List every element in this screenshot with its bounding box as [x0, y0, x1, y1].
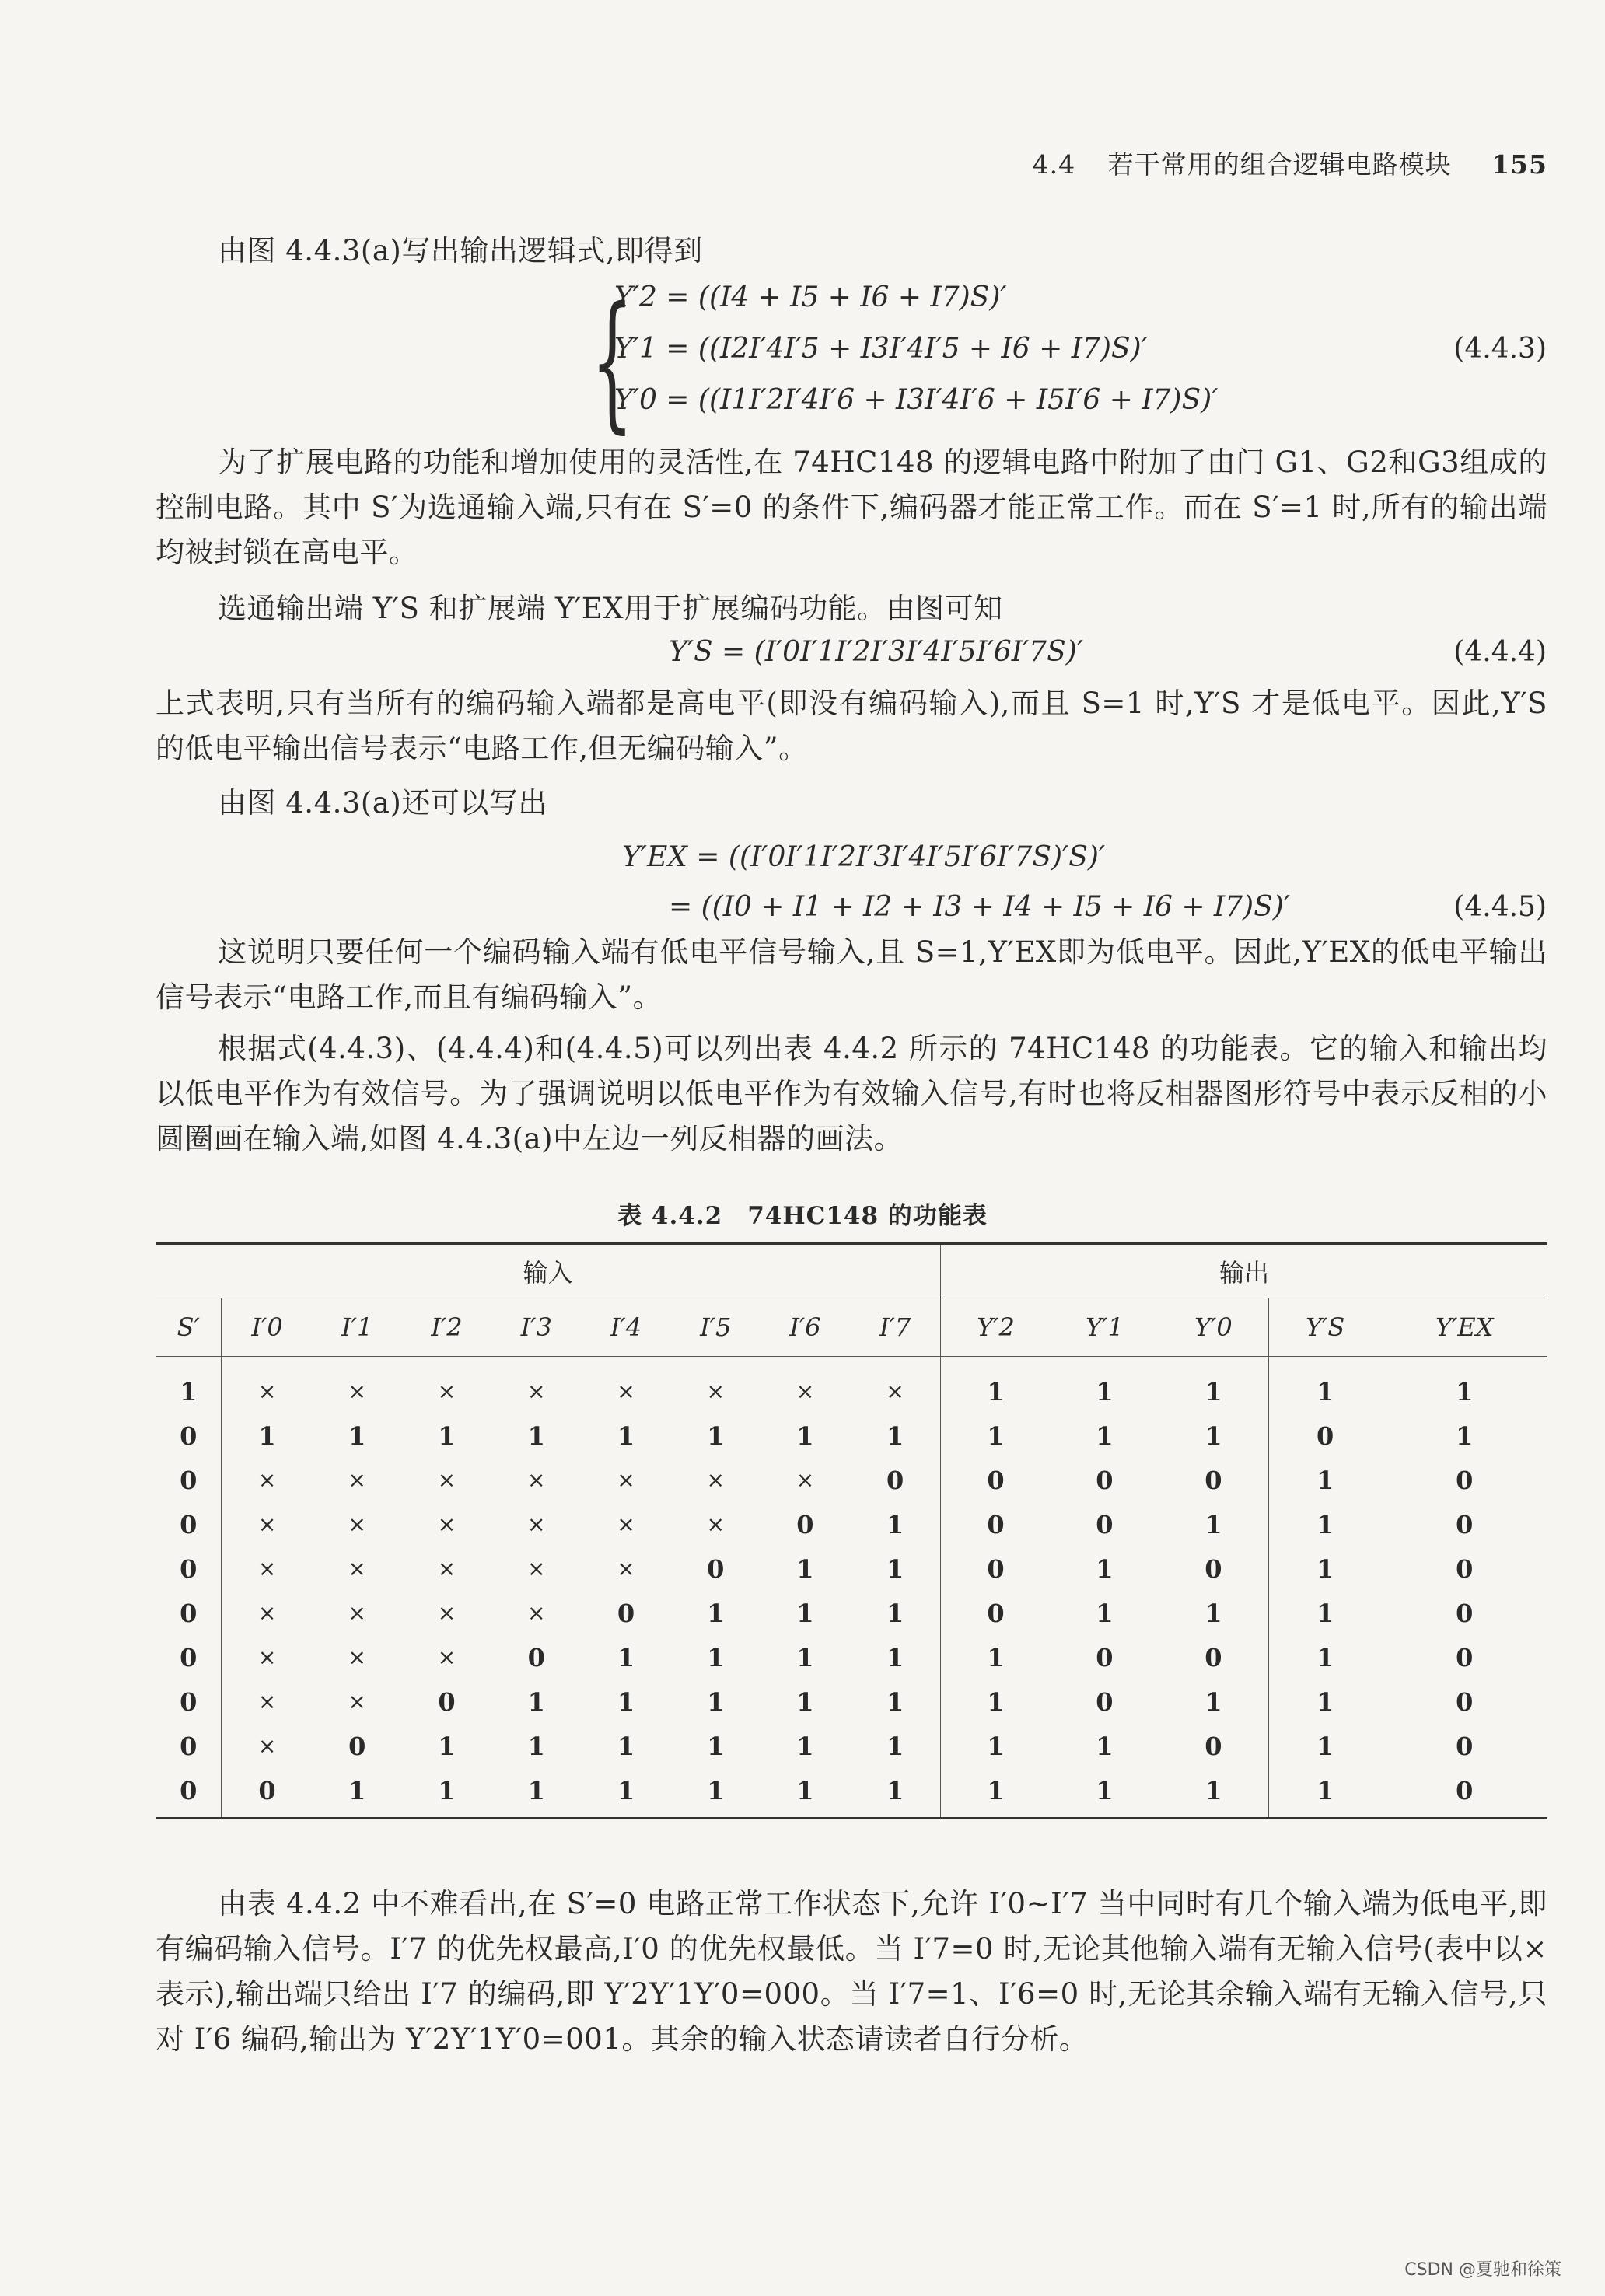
paragraph-3: 选通输出端 Y′S 和扩展端 Y′EX用于扩展编码功能。由图可知 [218, 592, 1003, 625]
table-cell: × [257, 1556, 277, 1581]
table-cell: 1 [1051, 1768, 1159, 1819]
paragraph-5: 由图 4.4.3(a)还可以写出 [218, 786, 547, 820]
eq-4-4-3-line2: Y′1 = ((I2I′4I′5 + I3I′4I′5 + I6 + I7)S)′ [614, 333, 1148, 365]
table-cell: × [437, 1600, 456, 1626]
eq-4-4-4-number: (4.4.4) [1453, 636, 1547, 668]
eq-4-4-5-number: (4.4.5) [1453, 891, 1547, 923]
table-cell: 0 [156, 1768, 222, 1819]
table-cell: 1 [348, 1421, 366, 1451]
table-cell: × [437, 1379, 456, 1404]
table-cell: 1 [402, 1768, 491, 1819]
table-cell: 0 [156, 1635, 222, 1679]
table-cell: 1 [581, 1768, 670, 1819]
table-cell: 0 [707, 1553, 725, 1584]
paragraph-6: 这说明只要任何一个编码输入端有低电平信号输入,且 S=1,Y′EX即为低电平。因此,Y′EX的低电平输出信号表示“电路工作,而且有编码输入”。 [156, 935, 1547, 1014]
paragraph-1: 由图 4.4.3(a)写出输出逻辑式,即得到 [218, 234, 703, 267]
table-cell: 1 [850, 1502, 941, 1546]
table-cell: 1 [850, 1546, 941, 1591]
table-cell: × [706, 1379, 725, 1404]
table-cell: 1 [796, 1642, 814, 1672]
input-group-header: 输入 [156, 1244, 941, 1298]
equation-brace: { [591, 275, 634, 447]
table-cell: 0 [617, 1598, 635, 1628]
table-cell: 1 [527, 1421, 545, 1451]
column-header: Y′EX [1382, 1298, 1547, 1357]
table-cell: 0 [156, 1679, 222, 1724]
table-cell: 0 [156, 1414, 222, 1458]
column-header: I′4 [581, 1298, 670, 1357]
table-cell: 1 [850, 1635, 941, 1679]
eq-4-4-5-line2: = ((I0 + I1 + I2 + I3 + I4 + I5 + I6 + I7)S)′ [669, 891, 1290, 923]
column-header: Y′1 [1051, 1298, 1159, 1357]
table-cell: × [348, 1379, 366, 1404]
table-cell: 0 [222, 1768, 313, 1819]
table-cell: 0 [1456, 1686, 1474, 1717]
table-cell: 1 [1316, 1376, 1334, 1407]
table-cell: 0 [1159, 1724, 1268, 1768]
table-cell: 0 [1159, 1458, 1268, 1502]
table-cell: 0 [348, 1731, 366, 1761]
paragraph-7: 根据式(4.4.3)、(4.4.4)和(4.4.5)可以列出表 4.4.2 所示的 74HC148 的功能表。它的输入和输出均以低电平作为有效信号。为了强调说明以低电平作为有效输入信号,有时也将反相器图形符号中表示反相的小圆圈画在输入端,如图 4.4.3(a)中左边一列反相器的画法。 [156, 1032, 1547, 1155]
table-group-header [156, 1244, 1547, 1298]
table-row [156, 1546, 1547, 1591]
table-cell: 0 [1316, 1421, 1334, 1451]
paragraph-2: 为了扩展电路的功能和增加使用的灵活性,在 74HC148 的逻辑电路中附加了由门 G1、G2和G3组成的控制电路。其中 S′为选通输入端,只有在 S′=0 的条件下,编码器才能正常工作。而在 S′=1 时,所有的输出端均被封锁在高电平。 [156, 446, 1547, 569]
table-cell: 1 [1159, 1414, 1268, 1458]
table-cell: 0 [1096, 1509, 1114, 1539]
table-cell: 1 [1456, 1376, 1474, 1407]
table-cell: × [257, 1733, 277, 1759]
output-group-header: 输出 [941, 1244, 1547, 1298]
column-header: S′ [156, 1298, 222, 1357]
table-cell: 1 [1159, 1679, 1268, 1724]
table-cell: 0 [1456, 1731, 1474, 1761]
section-title: 若干常用的组合逻辑电路模块 [1107, 149, 1452, 180]
column-header: Y′0 [1159, 1298, 1268, 1357]
table-cell: × [348, 1511, 366, 1537]
table-row [156, 1357, 1547, 1414]
watermark: CSDN @夏驰和徐策 [1404, 2260, 1561, 2280]
table-cell: 0 [1096, 1642, 1114, 1672]
table-row [156, 1724, 1547, 1768]
table-cell: × [526, 1467, 546, 1493]
table-cell: 1 [1159, 1502, 1268, 1546]
table-cell: 0 [987, 1465, 1005, 1495]
table-cell: 1 [258, 1421, 276, 1451]
table-cell: 1 [313, 1768, 402, 1819]
column-header: Y′S [1268, 1298, 1381, 1357]
table-cell: 1 [987, 1421, 1005, 1451]
table-cell: × [796, 1379, 815, 1404]
table-cell: 1 [1096, 1553, 1114, 1584]
table-cell: 0 [156, 1724, 222, 1768]
table-caption: 表 4.4.2 74HC148 的功能表 [617, 1202, 988, 1230]
table-cell: 0 [156, 1502, 222, 1546]
table-cell: × [257, 1511, 277, 1537]
table-cell: 0 [850, 1458, 941, 1502]
table-cell: 0 [987, 1598, 1005, 1628]
table-cell: 1 [156, 1357, 222, 1414]
table-cell: 1 [1456, 1421, 1474, 1451]
table-cell: × [348, 1600, 366, 1626]
table-cell: 1 [707, 1598, 725, 1628]
table-cell: 1 [987, 1731, 1005, 1761]
column-header: Y′2 [941, 1298, 1051, 1357]
eq-4-4-5-line1: Y′EX = ((I′0I′1I′2I′3I′4I′5I′6I′7S)′S)′ [622, 841, 1106, 873]
table-cell: 1 [1159, 1357, 1268, 1414]
running-head [964, 145, 1547, 181]
table-cell: 1 [1096, 1376, 1114, 1407]
table-cell: × [348, 1556, 366, 1581]
table-cell: 1 [987, 1686, 1005, 1717]
column-header: I′2 [402, 1298, 491, 1357]
table-row [156, 1768, 1547, 1819]
table-cell: 0 [156, 1458, 222, 1502]
table-row [156, 1591, 1547, 1635]
table-cell: × [617, 1379, 635, 1404]
table-cell: × [437, 1644, 456, 1670]
table-cell: × [257, 1644, 277, 1670]
table-cell: 1 [617, 1686, 635, 1717]
table-cell: 1 [1096, 1421, 1114, 1451]
table-cell: × [526, 1379, 546, 1404]
table-cell: 1 [671, 1768, 761, 1819]
table-cell: 1 [527, 1731, 545, 1761]
table-cell: 0 [438, 1686, 456, 1717]
table-cell: 1 [796, 1731, 814, 1761]
paragraph-8: 由表 4.4.2 中不难看出,在 S′=0 电路正常工作状态下,允许 I′0~I′7 当中同时有几个输入端为低电平,即有编码输入信号。I′7 的优先权最高,I′0 的优先权最低。当 I′7=0 时,无论其他输入端有无输入信号(表中以×表示),输出端只给出 I′7 的编码,即 Y′2Y′1Y′0=000。当 I′7=1、I′6=0 时,无论其余输入端有无输入信号,只对 I′6 编码,输出为 Y′2Y′1Y′0=001。其余的输入状态请读者自行分析。 [156, 1887, 1547, 2056]
table-cell: 1 [707, 1642, 725, 1672]
table-cell: 0 [987, 1509, 1005, 1539]
column-header: I′1 [313, 1298, 402, 1357]
table-cell: 0 [796, 1509, 814, 1539]
column-header: I′5 [671, 1298, 761, 1357]
table-cell: × [348, 1644, 366, 1670]
column-header: I′0 [222, 1298, 313, 1357]
table-cell: 0 [1096, 1686, 1114, 1717]
table-cell: 0 [1096, 1465, 1114, 1495]
column-header: I′6 [761, 1298, 850, 1357]
table-cell: 1 [1096, 1598, 1114, 1628]
column-header: I′3 [491, 1298, 581, 1357]
table-cell: × [348, 1689, 366, 1714]
table-cell: 1 [617, 1731, 635, 1761]
table-cell: 0 [1159, 1546, 1268, 1591]
table-cell: × [617, 1556, 635, 1581]
page-number: 155 [1491, 149, 1547, 180]
table-cell: 0 [987, 1553, 1005, 1584]
table-cell: × [706, 1467, 725, 1493]
table-body [156, 1357, 1547, 1819]
table-cell: × [526, 1600, 546, 1626]
table-cell: 1 [491, 1768, 581, 1819]
table-column-header [156, 1298, 1547, 1357]
table-cell: × [348, 1467, 366, 1493]
table-row [156, 1458, 1547, 1502]
table-cell: 1 [1316, 1553, 1334, 1584]
table-cell: 1 [850, 1591, 941, 1635]
table-cell: 1 [1159, 1591, 1268, 1635]
table-row [156, 1635, 1547, 1679]
column-header: I′7 [850, 1298, 941, 1357]
section-number: 4.4 [1032, 149, 1076, 180]
function-table [156, 1242, 1547, 1819]
table-cell: 1 [438, 1731, 456, 1761]
table-cell: × [850, 1357, 941, 1414]
table-cell: × [257, 1689, 277, 1714]
table-cell: × [526, 1556, 546, 1581]
table-cell: 1 [987, 1642, 1005, 1672]
table-cell: 1 [761, 1768, 850, 1819]
table-cell: 1 [941, 1768, 1051, 1819]
paragraph-4: 上式表明,只有当所有的编码输入端都是高电平(即没有编码输入),而且 S=1 时,Y′S 才是低电平。因此,Y′S 的低电平输出信号表示“电路工作,但无编码输入”。 [156, 687, 1547, 765]
table-cell: 1 [707, 1686, 725, 1717]
table-cell: 1 [707, 1421, 725, 1451]
table-cell: 0 [1456, 1465, 1474, 1495]
table-cell: 1 [796, 1598, 814, 1628]
table-cell: × [257, 1467, 277, 1493]
table-cell: 0 [1456, 1642, 1474, 1672]
table-cell: 1 [707, 1731, 725, 1761]
table-cell: 1 [850, 1768, 941, 1819]
table-cell: 1 [1316, 1731, 1334, 1761]
table-cell: 1 [796, 1421, 814, 1451]
table-cell: × [526, 1511, 546, 1537]
table-cell: 1 [617, 1642, 635, 1672]
table-cell: 0 [1382, 1768, 1547, 1819]
table-row [156, 1502, 1547, 1546]
table-cell: 0 [1456, 1598, 1474, 1628]
table-cell: 1 [1316, 1465, 1334, 1495]
eq-4-4-4-line: Y′S = (I′0I′1I′2I′3I′4I′5I′6I′7S)′ [669, 636, 1083, 668]
table-cell: 0 [156, 1546, 222, 1591]
table-cell: 1 [850, 1679, 941, 1724]
table-cell: × [257, 1600, 277, 1626]
table-cell: 1 [850, 1414, 941, 1458]
table-row [156, 1679, 1547, 1724]
table-row [156, 1414, 1547, 1458]
table-cell: 1 [1096, 1731, 1114, 1761]
table-cell: 1 [1316, 1686, 1334, 1717]
table-cell: 1 [987, 1376, 1005, 1407]
table-cell: 1 [527, 1686, 545, 1717]
table-cell: 0 [1159, 1635, 1268, 1679]
table-cell: 1 [617, 1421, 635, 1451]
table-cell: 0 [1456, 1509, 1474, 1539]
table-cell: × [437, 1467, 456, 1493]
table-cell: 1 [1316, 1642, 1334, 1672]
table-cell: 0 [156, 1591, 222, 1635]
table-cell: 1 [438, 1421, 456, 1451]
table-cell: 0 [527, 1642, 545, 1672]
table-cell: × [617, 1467, 635, 1493]
table-cell: 1 [1316, 1598, 1334, 1628]
table-cell: × [437, 1556, 456, 1581]
table-cell: 1 [1159, 1768, 1268, 1819]
eq-4-4-3-number: (4.4.3) [1453, 333, 1547, 365]
table-cell: 1 [1268, 1768, 1381, 1819]
table-cell: × [437, 1511, 456, 1537]
table-cell: 1 [1316, 1509, 1334, 1539]
table-cell: × [257, 1379, 277, 1404]
table-cell: × [796, 1467, 815, 1493]
table-cell: 1 [796, 1686, 814, 1717]
eq-4-4-3-line1: Y′2 = ((I4 + I5 + I6 + I7)S)′ [614, 281, 1007, 313]
table-cell: 1 [850, 1724, 941, 1768]
eq-4-4-3-line3: Y′0 = ((I1I′2I′4I′6 + I3I′4I′6 + I5I′6 + I7)S)′ [614, 384, 1219, 416]
table-cell: × [706, 1511, 725, 1537]
table-cell: 0 [1456, 1553, 1474, 1584]
table-cell: 1 [796, 1553, 814, 1584]
table-cell: × [617, 1511, 635, 1537]
